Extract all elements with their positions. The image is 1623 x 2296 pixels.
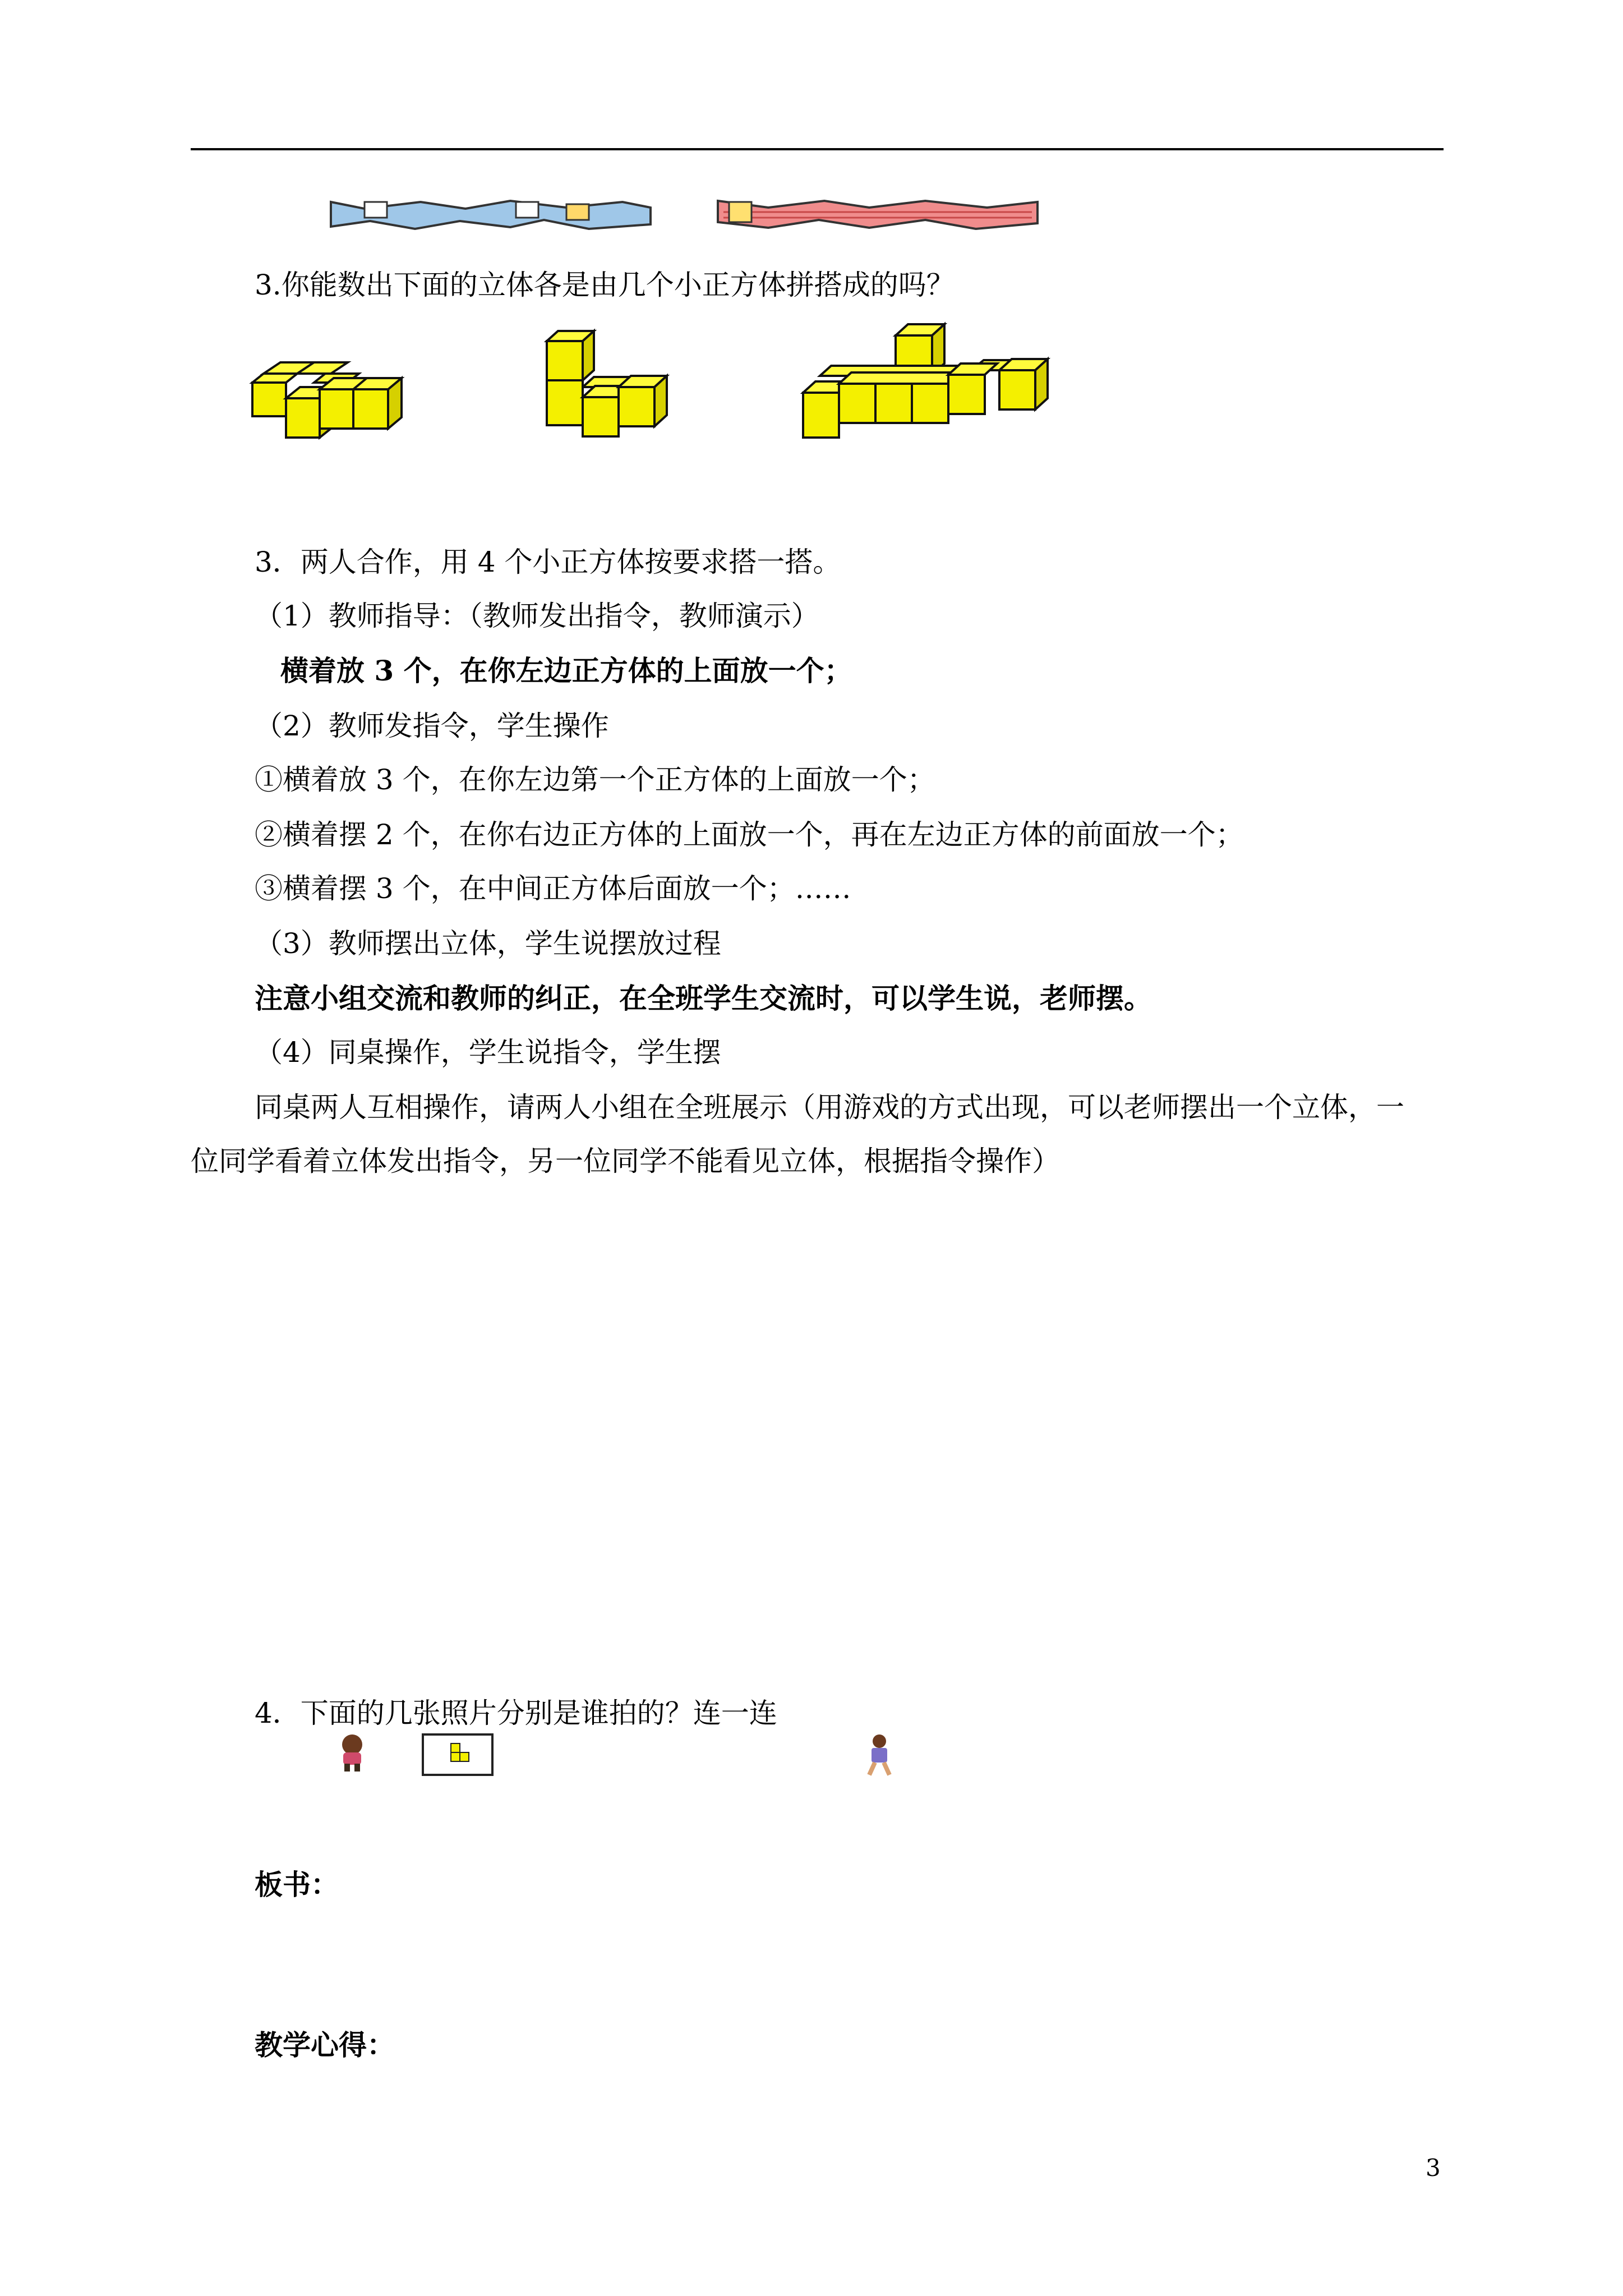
cube-photo-frame bbox=[422, 1733, 495, 1777]
boy-figure-icon bbox=[857, 1733, 902, 1778]
page-number: 3 bbox=[1426, 2154, 1441, 2182]
cube-figure-3 bbox=[803, 314, 1083, 466]
step-2-item-2: ②横着摆 2 个，在你右边正方体的上面放一个，再在左边正方体的前面放一个； bbox=[255, 818, 1244, 851]
question-3-cooperation: 3．两人合作，用 4 个小正方体按要求搭一搭。 bbox=[255, 546, 841, 578]
header-rule bbox=[191, 148, 1444, 150]
step-1-teacher-guide: （1）教师指导：（教师发出指令，教师演示） bbox=[255, 600, 819, 632]
step-2-item-1: ①横着放 3 个，在你左边第一个正方体的上面放一个； bbox=[255, 763, 935, 796]
cube-figure-2 bbox=[547, 325, 737, 454]
cube-figure-1 bbox=[252, 351, 443, 452]
step-2-heading: （2）教师发指令，学生操作 bbox=[255, 710, 609, 742]
step-4-heading: （4）同桌操作，学生说指令，学生摆 bbox=[255, 1036, 721, 1069]
teaching-reflection-label: 教学心得： bbox=[255, 2028, 395, 2062]
step-1-instruction: 横着放 3 个，在你左边正方体的上面放一个； bbox=[280, 654, 852, 687]
step-3-heading: （3）教师摆出立体，学生说摆放过程 bbox=[255, 927, 721, 960]
step-2-item-3: ③横着摆 3 个，在中间正方体后面放一个；…… bbox=[255, 872, 851, 905]
girl-figure-icon bbox=[332, 1733, 371, 1773]
paragraph-line-2: 位同学看着立体发出指令，另一位同学不能看见立体，根据指令操作） bbox=[191, 1145, 1060, 1177]
paragraph-line-1: 同桌两人互相操作，请两人小组在全班展示（用游戏的方式出现，可以老师摆出一个立体，一 bbox=[255, 1091, 1404, 1124]
teacher-note: 注意小组交流和教师的纠正，在全班学生交流时，可以学生说，老师摆。 bbox=[255, 982, 1152, 1015]
houses-illustration bbox=[331, 185, 1049, 230]
board-writing-label: 板书： bbox=[255, 1868, 339, 1901]
question-3-count-cubes: 3.你能数出下面的立体各是由几个小正方体拼搭成的吗？ bbox=[255, 269, 955, 301]
question-4: 4．下面的几张照片分别是谁拍的？连一连 bbox=[255, 1697, 777, 1729]
